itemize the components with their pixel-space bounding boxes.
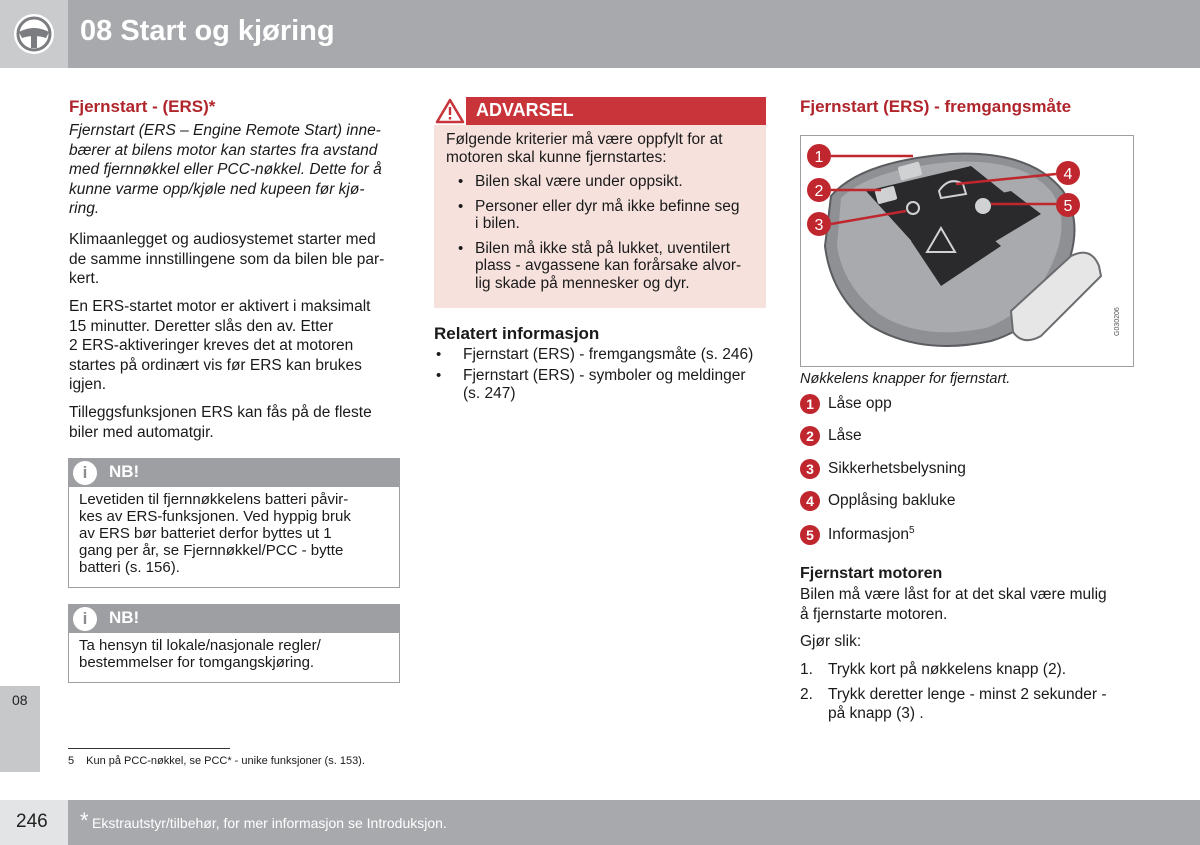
chapter-title: 08 Start og kjøring <box>80 15 335 47</box>
warning-header <box>434 97 766 125</box>
note-label: NB! <box>109 608 140 627</box>
legend-item: 1 Låse opp <box>800 394 892 414</box>
footer-text: Ekstrautstyr/tilbehør, for mer informasjon se Introduksjon. <box>92 815 447 831</box>
remote-key-illustration <box>801 136 1132 365</box>
svg-text:4: 4 <box>1063 166 1073 183</box>
paragraph-climate: Klimaanlegget og audiosystemet starter med de samme innstillingene som da bilen ble par- kert. <box>69 231 385 287</box>
intro-paragraph: Fjernstart (ERS – Engine Remote Start) inne- bærer at bilens motor kan startes fra avstand med fjernnøkkel eller PCC-nøkkel. Dette for å kunne varme opp/kjøle ned kupeen før kjø- ring. <box>69 122 382 217</box>
remote-key-figure <box>800 135 1134 367</box>
note-body: Levetiden til fjernnøkkelens batteri påvir- kes av ERS-funksjonen. Ved hyppig bruk av ERS bør batteriet derfor byttes ut 1 gang per år, se Fjernnøkkel/PCC - bytte batteri (s. 156). <box>79 491 351 576</box>
legend-number-badge: 3 <box>800 459 820 479</box>
section-heading-ers: Fjernstart - (ERS)* <box>69 97 216 116</box>
note-label: NB! <box>109 462 140 481</box>
note-box-regulations <box>68 604 400 683</box>
footnote-rule <box>68 748 230 749</box>
related-link[interactable]: • Fjernstart (ERS) - symboler og meldinger (s. 247) <box>434 367 774 403</box>
callout-2 <box>807 178 831 202</box>
warning-bullet: • Bilen må ikke stå på lukket, uventilert plass - avgassene kan forårsake alvor- lig skade på mennesker og dyr. <box>446 240 754 293</box>
warning-body <box>434 125 766 292</box>
legend-number-badge: 5 <box>800 525 820 545</box>
paragraph-availability: Tilleggsfunksjonen ERS kan fås på de fleste biler med automatgir. <box>69 404 372 441</box>
legend-item: 4 Opplåsing bakluke <box>800 491 956 511</box>
warning-bullet: • Bilen skal være under oppsikt. <box>446 173 754 191</box>
footnote-ref: 5 <box>908 525 915 536</box>
warning-triangle-icon <box>434 97 466 125</box>
callout-3 <box>807 212 831 236</box>
callout-4 <box>1056 161 1080 185</box>
paragraph-do-this: Gjør slik: <box>800 633 862 650</box>
note-body: Ta hensyn til lokale/nasjonale regler/ bestemmelser for tomgangskjøring. <box>79 637 321 671</box>
chapter-header <box>0 0 1200 68</box>
legend-item: 2 Låse <box>800 426 862 446</box>
legend-item: 5 Informasjon$^5$ <box>800 525 915 545</box>
paragraph-locked: Bilen må være låst for at det skal være mulig å fjernstarte motoren. <box>800 586 1107 623</box>
related-list <box>434 343 774 403</box>
warning-box <box>434 97 766 308</box>
legend-number-badge: 2 <box>800 426 820 446</box>
note-box-battery <box>68 458 400 588</box>
figure-code: G030206 <box>1114 307 1121 336</box>
chapter-icon-box <box>0 0 68 68</box>
steering-wheel-icon <box>12 12 56 56</box>
svg-text:2: 2 <box>814 183 824 200</box>
warning-intro: Følgende kriterier må være oppfylt for at motoren skal kunne fjernstartes: <box>446 131 723 166</box>
svg-text:3: 3 <box>814 217 824 234</box>
subheading-remote-start: Fjernstart motoren <box>800 565 943 582</box>
note-header <box>69 605 399 633</box>
chapter-side-tab: 08 <box>0 686 40 772</box>
related-link[interactable]: • Fjernstart (ERS) - fremgangsmåte (s. 246) <box>434 346 774 364</box>
callout-5 <box>1056 193 1080 217</box>
legend-number-badge: 1 <box>800 394 820 414</box>
section-heading-procedure: Fjernstart (ERS) - fremgangsmåte <box>800 97 1072 116</box>
info-icon <box>73 461 97 485</box>
page-number: 246 <box>16 811 48 832</box>
legend-number-badge: 4 <box>800 491 820 511</box>
svg-text:1: 1 <box>814 149 824 166</box>
paragraph-duration: En ERS-startet motor er aktivert i maksimalt 15 minutter. Deretter slås den av. Etter 2 ERS-aktiveringer kreves det at motoren startes på ordinært vis før ERS kan brukes igjen. <box>69 298 371 393</box>
asterisk-marker: * <box>80 808 89 833</box>
warning-title: ADVARSEL <box>476 100 574 120</box>
info-button-icon <box>975 198 991 214</box>
page-number-box <box>0 800 68 845</box>
legend-item: 3 Sikkerhetsbelysning <box>800 459 966 479</box>
callout-1 <box>807 144 831 168</box>
svg-text:5: 5 <box>1063 198 1073 215</box>
warning-bullet: • Personer eller dyr må ikke befinne seg i bilen. <box>446 198 754 233</box>
note-header <box>69 459 399 487</box>
related-heading: Relatert informasjon <box>434 324 600 343</box>
figure-caption: Nøkkelens knapper for fjernstart. <box>800 371 1011 387</box>
footer-bar <box>68 800 1200 845</box>
info-icon <box>73 607 97 631</box>
footnote: 5 Kun på PCC-nøkkel, se PCC* - unike funksjoner (s. 153). <box>68 755 365 767</box>
